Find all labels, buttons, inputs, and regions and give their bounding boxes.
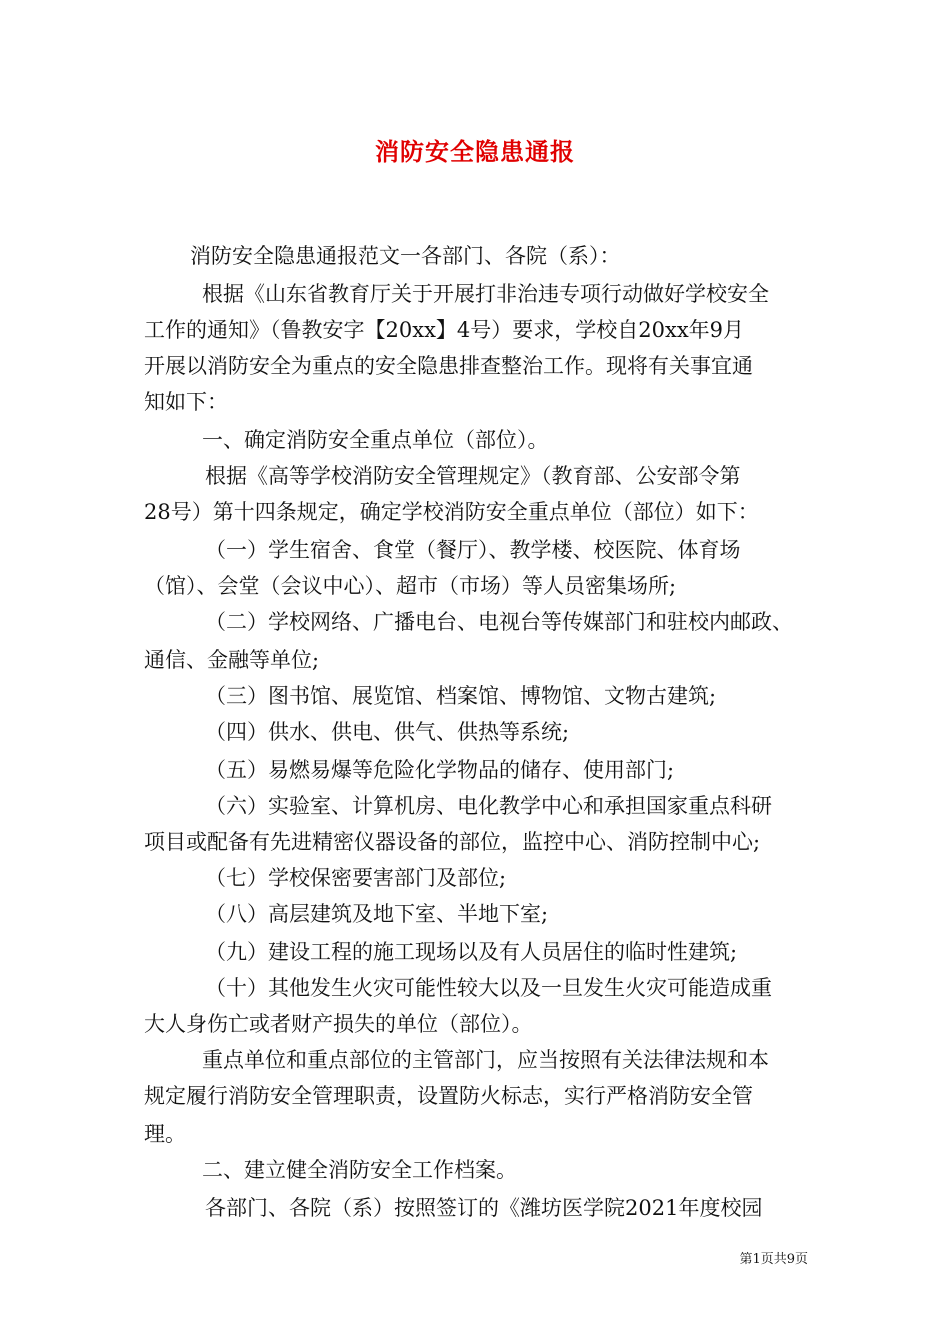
text-line: 各部门、各院（系）按照签订的《潍坊医学院2021年度校园 [205,1196,763,1220]
text-line: 消防安全隐患通报范文一各部门、各院（系）： [190,244,621,268]
text-line: （二）学校网络、广播电台、电视台等传媒部门和驻校内邮政、 [205,610,793,634]
text-line: 知如下： [144,390,228,414]
text-line: 一、确定消防安全重点单位（部位）。 [202,428,549,452]
text-line: 理。 [144,1122,186,1146]
text-line: （七）学校保密要害部门及部位; [205,866,507,890]
text-line: （六）实验室、计算机房、电化教学中心和承担国家重点科研 [205,794,772,818]
document-title: 消防安全隐患通报 [375,137,575,166]
text-line: （九）建设工程的施工现场以及有人员居住的临时性建筑; [205,940,738,964]
text-line: 根据《高等学校消防安全管理规定》（教育部、公安部令第 [205,464,741,488]
text-line: 大人身伤亡或者财产损失的单位（部位）。 [144,1012,533,1036]
text-line: （四）供水、供电、供气、供热等系统; [205,720,570,744]
text-line: 开展以消防安全为重点的安全隐患排查整治工作。现将有关事宜通 [144,354,753,378]
text-line: （八）高层建筑及地下室、半地下室; [205,902,549,926]
text-line: 项目或配备有先进精密仪器设备的部位，监控中心、消防控制中心; [144,830,761,854]
text-line: （五）易燃易爆等危险化学物品的储存、使用部门; [205,758,675,782]
text-line: （馆）、会堂（会议中心）、超市（市场）等人员密集场所; [144,574,677,598]
text-line: 根据《山东省教育厅关于开展打非治违专项行动做好学校安全 [202,282,769,306]
text-line: （十）其他发生火灾可能性较大以及一旦发生火灾可能造成重 [205,976,772,1000]
page-number-footer: 第1页共9页 [739,1252,808,1267]
text-line: 工作的通知》（鲁教安字【20xx】4号）要求，学校自20xx年9月 [144,318,745,342]
text-line: （一）学生宿舍、食堂（餐厅）、教学楼、校医院、体育场 [205,538,741,562]
text-line: （三）图书馆、展览馆、档案馆、博物馆、文物古建筑; [205,684,717,708]
text-line: 28号）第十四条规定，确定学校消防安全重点单位（部位）如下： [144,500,759,524]
text-line: 二、建立健全消防安全工作档案。 [202,1158,517,1182]
text-line: 重点单位和重点部位的主管部门，应当按照有关法律法规和本 [202,1048,769,1072]
text-line: 规定履行消防安全管理职责，设置防火标志，实行严格消防安全管 [144,1084,753,1108]
text-line: 通信、金融等单位; [144,648,320,672]
